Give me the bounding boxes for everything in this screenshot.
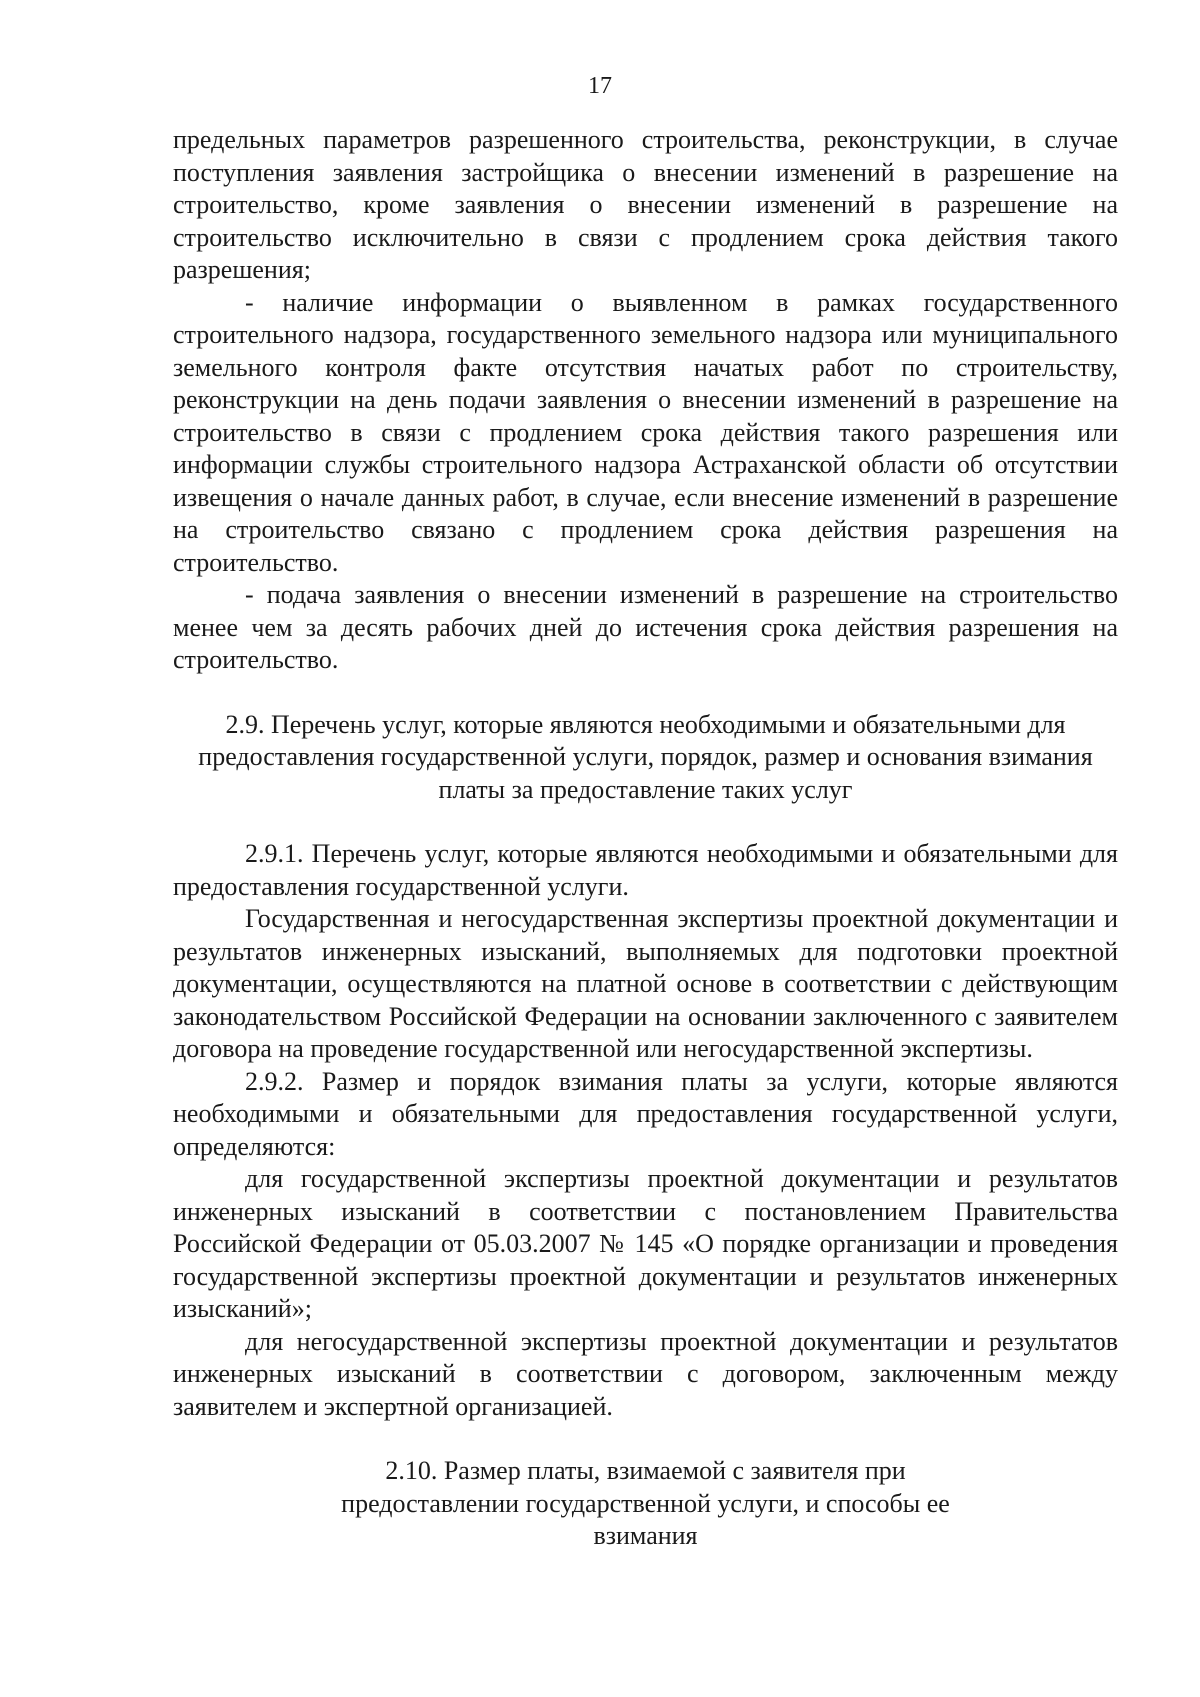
paragraph-2-9-2: 2.9.2. Размер и порядок взимания платы за услуги, которые являются необходимыми и обязательными для предоставления государственной услуги, определяются: xyxy=(173,1066,1118,1161)
paragraph-state-expertise: для государственной экспертизы проектной документации и результатов инженерных изысканий в соответствии с постановлением Правительства Российской Федерации от 05.03.2007 № 145 «О порядке организации и проведения государственной экспертизы проектной документации и результатов инженерных изысканий»; xyxy=(173,1164,1118,1323)
spacer xyxy=(173,1423,1118,1455)
section-heading-2-9: 2.9. Перечень услуг, которые являются необходимыми и обязательными для предоставления государственной услуги, порядок, размер и основания взимания платы за предоставление таких услуг xyxy=(198,709,1093,804)
paragraph-expertise-basis: Государственная и негосударственная экспертизы проектной документации и результатов инженерных изысканий, выполняемых для подготовки проектной документации, осуществляются на платной основе в соответствии с действующим законодательством Российской Федерации на основании заключенного с заявителем договора на проведение государственной или негосударственной экспертизы. xyxy=(173,904,1118,1063)
paragraph-nonstate-expertise: для негосударственной экспертизы проектной документации и результатов инженерных изысканий в соответствии с договором, заключенным между заявителем и экспертной организацией. xyxy=(173,1326,1118,1421)
paragraph-submission-deadline: - подача заявления о внесении изменений в разрешение на строительство менее чем за десять рабочих дней до истечения срока действия разрешения на строительство. xyxy=(173,580,1118,674)
spacer xyxy=(173,806,1118,838)
document-body xyxy=(173,124,1118,1553)
paragraph-2-9-1: 2.9.1. Перечень услуг, которые являются необходимыми и обязательными для предоставления государственной услуги. xyxy=(173,839,1118,901)
section-heading-2-10: 2.10. Размер платы, взимаемой с заявителя при предоставлении государственной услуги, и способы ее взимания xyxy=(341,1456,950,1550)
spacer xyxy=(173,677,1118,709)
paragraph-continuation: предельных параметров разрешенного строительства, реконструкции, в случае поступления заявления застройщика о внесении изменений в разрешение на строительство, кроме заявления о внесении изменений в разрешение на строительство исключительно в связи с продлением срока действия такого разрешения; xyxy=(173,125,1118,284)
paragraph-information-absence: - наличие информации о выявленном в рамках государственного строительного надзора, государственного земельного надзора или муниципального земельного контроля факте отсутствия начатых работ по строительству, реконструкции на день подачи заявления о внесении изменений в разрешение на строительство в связи с продлением срока действия такого разрешения или информации службы строительного надзора Астраханской области об отсутствии извещения о начале данных работ, в случае, если внесение изменений в разрешение на строительство связано с продлением срока действия разрешения на строительство. xyxy=(173,287,1118,577)
page-number: 17 xyxy=(588,73,612,99)
